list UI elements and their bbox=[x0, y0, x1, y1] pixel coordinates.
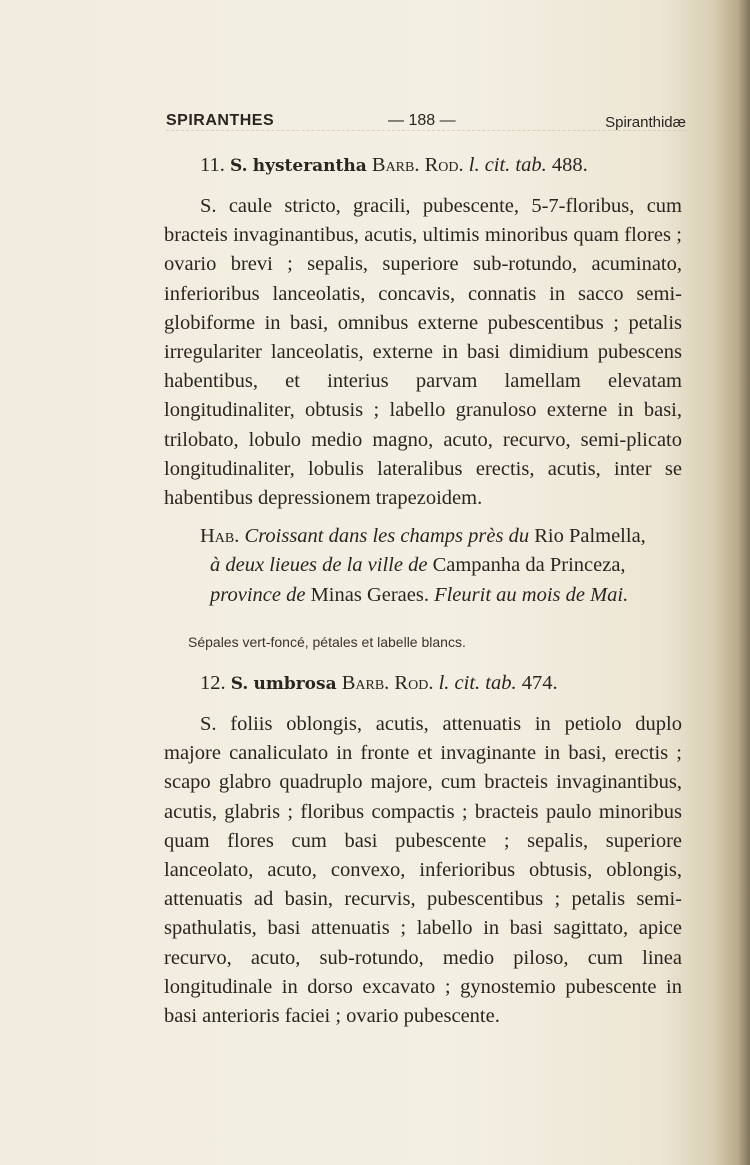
species-plate: 474. bbox=[521, 672, 558, 694]
species-genus: S. bbox=[230, 674, 249, 694]
species-number: 12. bbox=[200, 672, 226, 694]
habitat-text: Croissant dans les champs près du bbox=[244, 525, 530, 547]
species-epithet: hysterantha bbox=[252, 156, 367, 176]
species-reference: l. cit. tab. bbox=[438, 672, 517, 694]
species-reference: l. cit. tab. bbox=[468, 154, 547, 176]
habitat-place: Rio Palmella, bbox=[534, 525, 646, 547]
species-epithet: umbrosa bbox=[253, 674, 337, 694]
colour-note: Sépales vert-foncé, pétales et labelle blancs. bbox=[188, 634, 466, 650]
species-number: 11. bbox=[200, 154, 225, 176]
page-number: — 188 — bbox=[388, 112, 456, 129]
habitat-line-2 bbox=[164, 551, 682, 580]
species-description-12: S. foliis oblongis, acutis, attenuatis in petiolo duplo majore canaliculato in fronte et invaginante in basi, erectis ; scapo glabro quadruplo majore, cum bracteis invaginantibus, acutis, glabris ; floribus compactis ; bracteis paulo minoribus quam flores cum basi pubescente ; sepalis, superiore lanceolato, acuto, convexo, inferioribus obtusis, oblongis, attenuatis ad basin, recurvis, pubescentibus ; petalis semi-spathulatis, basi attenuatis ; labello in basi sagittato, apice recurvo, acuto, sub-rotundo, medio piloso, cum linea longitudinale in dorso excavato ; gynostemio pubescente in basi anterioris faciei ; ovario pubescente. bbox=[164, 713, 682, 1028]
header-rule bbox=[166, 130, 686, 139]
habitat-text: province de bbox=[210, 583, 306, 606]
habitat-line-1 bbox=[164, 522, 682, 551]
species-heading-12 bbox=[200, 672, 558, 695]
species-heading-11 bbox=[200, 154, 588, 177]
flowering-text: Fleurit au mois de Mai. bbox=[434, 583, 629, 606]
habitat-label: Hab. bbox=[200, 525, 240, 547]
running-title: SPIRANTHES bbox=[166, 112, 275, 129]
species-description-11: S. caule stricto, gracili, pubescente, 5-7-floribus, cum bracteis invaginantibus, acutis, ultimis minoribus quam flores ; ovario brevi ; sepalis, superiore sub-rotundo, acuminato, inferioribus lanceolatis, concavis, connatis in sacco semi-globiforme in basi, omnibus externe pubescentibus ; petalis irregulariter lanceolatis, externe in basi dimidium pubescens habentibus, et interius parvam lamellam elevatam longitudinaliter, obtusis ; labello granuloso externe in basi, trilobato, lobulo medio magno, acuto, recurvo, semi-plicato longitudinaliter, lobulis lateralibus erectis, acutis, inter se habentibus depressionem trapezoidem. bbox=[164, 195, 682, 510]
species-genus: S. bbox=[230, 156, 248, 176]
habitat-line-3 bbox=[164, 581, 682, 610]
species-author: Barb. Rod. bbox=[371, 154, 464, 176]
habitat-place: Campanha da Princeza, bbox=[432, 554, 626, 577]
page-edge-shadow bbox=[710, 0, 750, 1165]
habitat-11 bbox=[164, 522, 682, 610]
habitat-text: à deux lieues de la ville de bbox=[210, 554, 428, 577]
species-author: Barb. Rod. bbox=[341, 672, 434, 694]
habitat-place: Minas Geraes. bbox=[310, 583, 429, 606]
species-plate: 488. bbox=[551, 154, 588, 176]
running-family: Spiranthidæ bbox=[605, 114, 686, 131]
